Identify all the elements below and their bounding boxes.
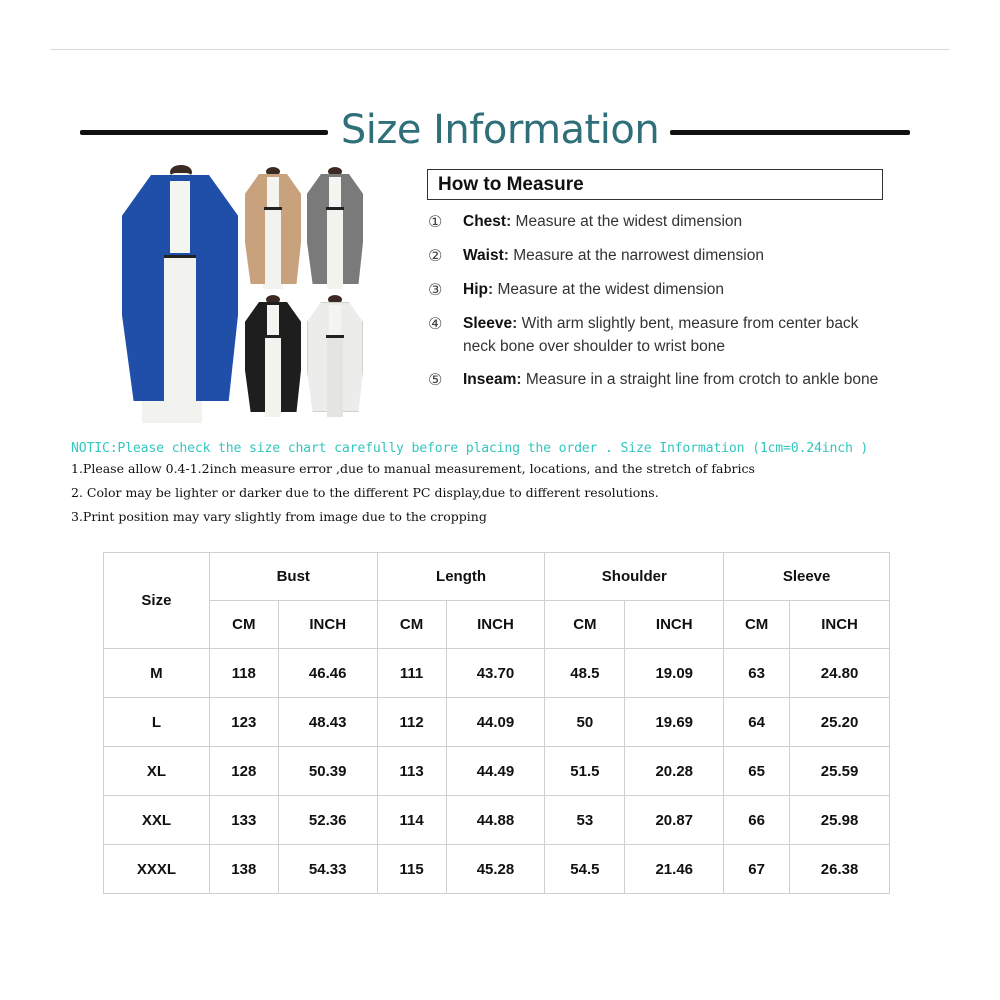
coat-photo-white — [305, 295, 365, 419]
size-table — [103, 552, 890, 894]
table-cell: 52.36 — [278, 796, 377, 845]
table-cell: 19.69 — [625, 698, 724, 747]
size-cell: M — [104, 649, 210, 698]
table-cell: 66 — [724, 796, 790, 845]
unit-header: INCH — [446, 601, 545, 649]
table-cell: 24.80 — [790, 649, 890, 698]
table-cell: 51.5 — [545, 747, 625, 796]
table-row — [104, 845, 890, 894]
unit-header: INCH — [278, 601, 377, 649]
table-row — [104, 747, 890, 796]
group-header-sleeve: Sleeve — [724, 553, 890, 601]
size-table-body — [104, 649, 890, 894]
table-cell: 113 — [377, 747, 446, 796]
table-cell: 50 — [545, 698, 625, 747]
unit-header: CM — [724, 601, 790, 649]
table-cell: 114 — [377, 796, 446, 845]
measure-text: Measure in a straight line from crotch to ankle bone — [521, 371, 879, 388]
how-to-measure-box — [427, 169, 883, 200]
product-photos — [115, 165, 370, 425]
table-cell: 128 — [209, 747, 278, 796]
group-header-bust: Bust — [209, 553, 377, 601]
measure-term: Sleeve — [463, 315, 513, 332]
unit-header: CM — [209, 601, 278, 649]
table-cell: 20.28 — [625, 747, 724, 796]
table-cell: 67 — [724, 845, 790, 894]
table-cell: 44.09 — [446, 698, 545, 747]
size-header: Size — [104, 553, 210, 649]
table-cell: 64 — [724, 698, 790, 747]
table-cell: 115 — [377, 845, 446, 894]
measure-text: Measure at the narrowest dimension — [508, 247, 764, 264]
table-cell: 112 — [377, 698, 446, 747]
table-cell: 65 — [724, 747, 790, 796]
table-cell: 63 — [724, 649, 790, 698]
table-cell: 25.59 — [790, 747, 890, 796]
coat-photo-black — [243, 295, 303, 419]
title-rule-left — [80, 130, 328, 135]
table-cell: 26.38 — [790, 845, 890, 894]
coat-photo-khaki — [243, 167, 303, 291]
table-cell: 50.39 — [278, 747, 377, 796]
note-print-position: 3.Print position may vary slightly from image due to the cropping — [71, 509, 487, 524]
measure-term: Waist — [463, 247, 504, 264]
table-cell: 21.46 — [625, 845, 724, 894]
unit-header: INCH — [790, 601, 890, 649]
table-cell: 25.20 — [790, 698, 890, 747]
unit-header: INCH — [625, 601, 724, 649]
table-cell: 48.5 — [545, 649, 625, 698]
size-cell: XL — [104, 747, 210, 796]
unit-header: CM — [545, 601, 625, 649]
measure-number: ③ — [428, 280, 443, 299]
table-cell: 54.5 — [545, 845, 625, 894]
note-measure-error: 1.Please allow 0.4-1.2inch measure error ,due to manual measurement, locations, and the stretch of fabrics — [71, 461, 755, 476]
table-cell: 123 — [209, 698, 278, 747]
table-cell: 25.98 — [790, 796, 890, 845]
table-cell: 45.28 — [446, 845, 545, 894]
measure-text: Measure at the widest dimension — [511, 213, 743, 230]
title-banner — [80, 100, 910, 160]
table-cell: 46.46 — [278, 649, 377, 698]
table-cell: 111 — [377, 649, 446, 698]
table-cell: 54.33 — [278, 845, 377, 894]
table-row — [104, 796, 890, 845]
table-row — [104, 649, 890, 698]
table-cell: 53 — [545, 796, 625, 845]
measure-number: ④ — [428, 314, 443, 333]
size-cell: XXXL — [104, 845, 210, 894]
coat-photo-blue — [120, 165, 240, 423]
measure-text: With arm slightly bent, measure from center back neck bone over shoulder to wrist bone — [463, 315, 859, 355]
top-divider — [50, 49, 950, 50]
table-cell: 138 — [209, 845, 278, 894]
table-cell: 48.43 — [278, 698, 377, 747]
how-to-measure-heading: How to Measure — [438, 174, 584, 195]
note-color: 2. Color may be lighter or darker due to the different PC display,due to different resolutions. — [71, 485, 659, 500]
coat-photo-grey — [305, 167, 365, 291]
title-rule-right — [670, 130, 910, 135]
table-cell: 44.49 — [446, 747, 545, 796]
table-cell: 20.87 — [625, 796, 724, 845]
size-cell: L — [104, 698, 210, 747]
size-notice: NOTIC:Please check the size chart carefully before placing the order . Size Information (1cm=0.24inch ) — [71, 441, 869, 456]
measure-term: Chest — [463, 213, 507, 230]
page-title: Size Information — [340, 107, 660, 153]
measure-number: ② — [428, 246, 443, 265]
unit-header: CM — [377, 601, 446, 649]
table-row — [104, 698, 890, 747]
measure-number: ⑤ — [428, 370, 443, 389]
table-cell: 44.88 — [446, 796, 545, 845]
measure-number: ① — [428, 212, 443, 231]
size-cell: XXL — [104, 796, 210, 845]
table-cell: 19.09 — [625, 649, 724, 698]
measure-term: Inseam — [463, 371, 517, 388]
table-cell: 43.70 — [446, 649, 545, 698]
table-cell: 133 — [209, 796, 278, 845]
measure-term: Hip — [463, 281, 488, 298]
group-header-shoulder: Shoulder — [545, 553, 724, 601]
group-header-length: Length — [377, 553, 545, 601]
table-cell: 118 — [209, 649, 278, 698]
measure-text: Measure at the widest dimension — [493, 281, 725, 298]
